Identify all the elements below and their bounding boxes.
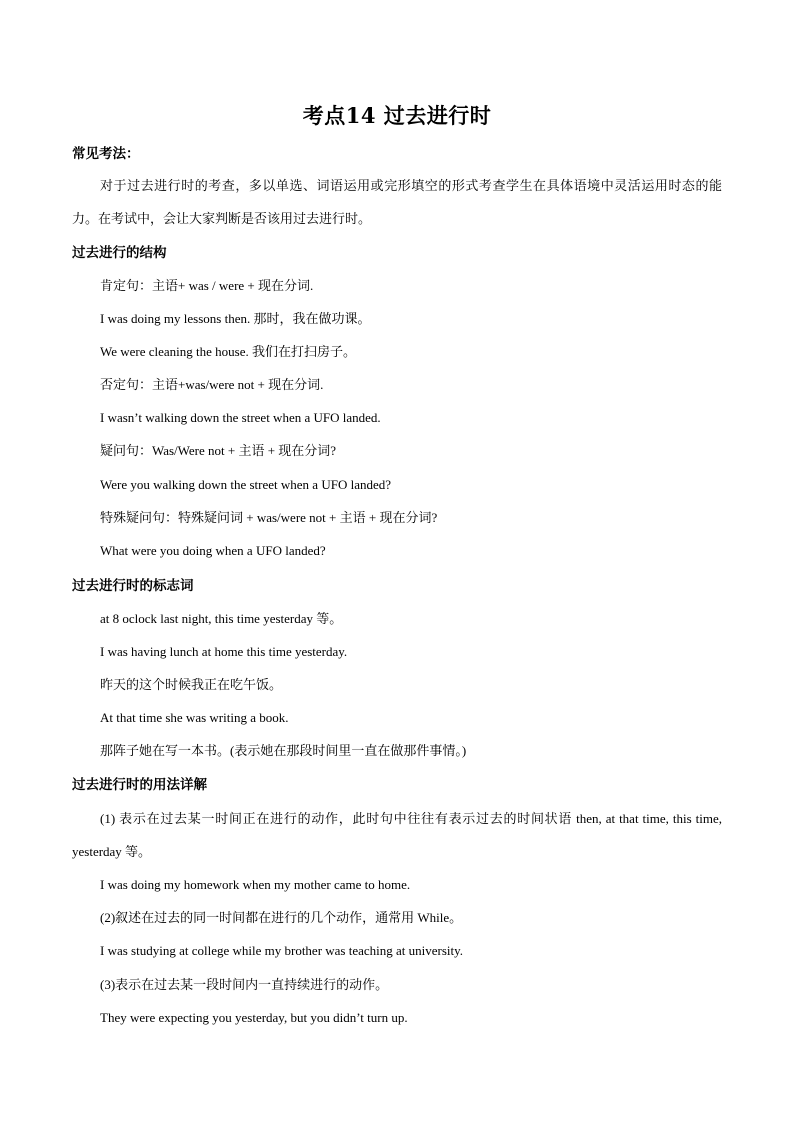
- signals-line: at 8 oclock last night, this time yesterday 等。: [100, 611, 343, 626]
- usage-line: I was doing my homework when my mother came to home.: [100, 877, 411, 892]
- signals-line: 那阵子她在写一本书。(表示她在那段时间里一直在做那件事情。): [100, 743, 467, 758]
- structure-line: What were you doing when a UFO landed?: [100, 543, 326, 558]
- structure-line: 特殊疑问句：特殊疑问词 + was/were not + 主语 + 现在分词?: [100, 510, 438, 525]
- usage-line: I was studying at college while my brother was teaching at university.: [100, 943, 464, 958]
- signals-line: I was having lunch at home this time yesterday.: [100, 644, 348, 659]
- signals-line: At that time she was writing a book.: [100, 710, 289, 725]
- structure-line: I was doing my lessons then. 那时，我在做功课。: [100, 311, 371, 326]
- usage-line: (2)叙述在过去的同一时间都在进行的几个动作，通常用 While。: [100, 910, 463, 925]
- structure-line: We were cleaning the house. 我们在打扫房子。: [100, 344, 357, 359]
- structure-line: 疑问句：Was/Were not + 主语 + 现在分词?: [100, 443, 337, 458]
- section-heading-common: 常见考法：: [72, 146, 140, 162]
- section-heading-usage: 过去进行时的用法详解: [72, 777, 207, 793]
- signals-line: 昨天的这个时候我正在吃午饭。: [100, 677, 283, 692]
- common-paragraph: 对于过去进行时的考查，多以单选、词语运用或完形填空的形式考查学生在具体语境中灵活运用时态的能力。在考试中，会让大家判断是否该用过去进行时。: [72, 178, 722, 226]
- page-title: 考点14 过去进行时: [302, 103, 492, 128]
- usage-line: They were expecting you yesterday, but you didn’t turn up.: [100, 1010, 408, 1025]
- section-heading-structure: 过去进行的结构: [72, 245, 167, 261]
- structure-line: 否定句：主语+was/were not + 现在分词.: [100, 377, 324, 392]
- structure-line: I wasn’t walking down the street when a UFO landed.: [100, 410, 381, 425]
- usage-line: (3)表示在过去某一段时间内一直持续进行的动作。: [100, 977, 389, 992]
- structure-line: Were you walking down the street when a UFO landed?: [100, 477, 392, 492]
- structure-line: 肯定句：主语+ was / were + 现在分词.: [100, 278, 314, 293]
- section-heading-signals: 过去进行时的标志词: [72, 578, 194, 594]
- usage-paragraph: (1) 表示在过去某一时间正在进行的动作，此时句中往往有表示过去的时间状语 then, at that time, this time, yesterday 等。: [72, 811, 722, 859]
